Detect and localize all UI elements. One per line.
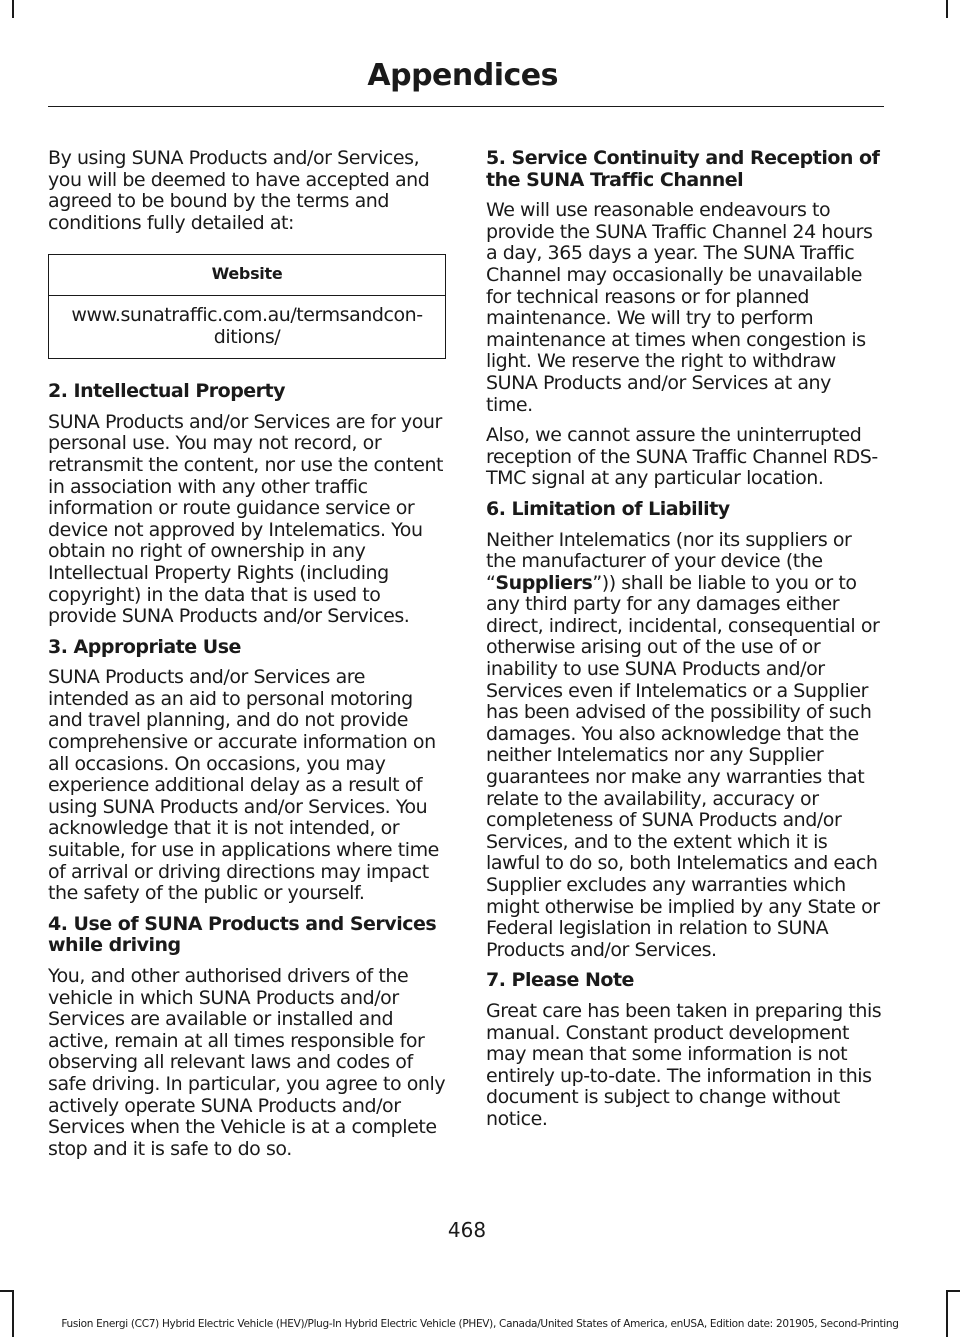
crop-mark-bottom-left-vertical	[12, 1290, 14, 1337]
section-body-limitation-of-liability	[486, 530, 882, 962]
left-column	[48, 148, 446, 1169]
right-column	[486, 148, 882, 1140]
section-heading-use-while-driving: 4. Use of SUNA Products and Services while driving	[48, 912, 437, 957]
intro-paragraph: By using SUNA Products and/or Services, you will be deemed to have accepted and agreed to be bound by the terms and conditions fully detailed at:	[48, 147, 430, 234]
section-body-intellectual-property: SUNA Products and/or Services are for your personal use. You may not record, or retransmit the content, nor use the content in association with any other traffic information or route guidance service or device not approved by Intelematics. You obtain no right of ownership in any Intellectual Property Rights (including copyright) in the data that is used to provide SUNA Products and/or Services.	[48, 410, 444, 628]
website-table-header: Website	[49, 255, 446, 296]
liability-text-end: ”)) shall be liable to you or to any third party for any damages either direct, indirect, incidental, consequential or otherwise arising out of the use of or inability to use SUNA Products and/or Services even if Intelematics or a Supplier has been advised of the possibility of such damages. You also acknowledge that the neither Intelematics nor any Supplier guarantees nor make any warranties that relate to the availability, accuracy or completeness of SUNA Products and/or Services, and to the extent which it is lawful to do so, both Intelematics and each Supplier excludes any warranties which might otherwise be implied by any State or Federal legislation in relation to SUNA Products and/or Services.	[486, 571, 880, 961]
crop-mark-bottom-right-horizontal	[946, 1290, 960, 1292]
website-url[interactable]: www.sunatraffic.com.au/termsandcon-ditions/	[71, 303, 423, 348]
section-heading-please-note: 7. Please Note	[486, 969, 634, 992]
crop-mark-top-right-vertical	[946, 0, 948, 18]
website-table	[48, 254, 446, 359]
page-title: Appendices	[367, 58, 558, 93]
section-body-please-note: Great care has been taken in preparing this manual. Constant product development may mean that some information is not entirely up-to-date. The information in this document is subject to change without notice.	[486, 999, 882, 1130]
section-body-reception: Also, we cannot assure the uninterrupted reception of the SUNA Traffic Channel RDS-TMC signal at any particular location.	[486, 424, 878, 490]
crop-mark-bottom-left-horizontal	[0, 1290, 13, 1292]
header-divider	[48, 106, 884, 107]
crop-mark-bottom-right-vertical	[946, 1290, 948, 1337]
section-heading-intellectual-property: 2. Intellectual Property	[48, 380, 286, 403]
crop-mark-top-left-vertical	[12, 0, 14, 18]
page-number: 468	[447, 1218, 487, 1242]
section-heading-service-continuity: 5. Service Continuity and Reception of the SUNA Traffic Channel	[486, 147, 880, 191]
section-heading-appropriate-use: 3. Appropriate Use	[48, 635, 241, 658]
section-body-service-continuity: We will use reasonable endeavours to provide the SUNA Traffic Channel 24 hours a day, 365 days a year. The SUNA Traffic Channel may occasionally be unavailable for technical reasons or for planned maintenance. We will try to perform maintenance at times when congestion is light. We reserve the right to withdraw SUNA Products and/or Services at any time.	[486, 199, 873, 416]
section-body-use-while-driving: You, and other authorised drivers of the vehicle in which SUNA Products and/or Services are available or installed and active, remain at all times responsible for observing all relevant laws and codes of safe driving. In particular, you agree to only actively operate SUNA Products and/or Services when the Vehicle is at a complete stop and it is safe to do so.	[48, 965, 446, 1160]
liability-text-start: Neither Intelematics (nor its suppliers or the manufacturer of your device (the “	[486, 528, 852, 594]
section-body-appropriate-use: SUNA Products and/or Services are intended as an aid to personal motoring and travel planning, and do not provide comprehensive or accurate information on all occasions. On occasions, you may experience additional delay as a result of using SUNA Products and/or Services. You acknowledge that it is not intended, or suitable, for use in applications where time of arrival or driving directions may impact the safety of the public or yourself.	[48, 666, 439, 905]
suppliers-term: Suppliers	[495, 571, 593, 594]
footer-edition-text: Fusion Energi (CC7) Hybrid Electric Vehicle (HEV)/Plug-In Hybrid Electric Vehicle (PHEV), Canada/United States of America, enUSA, Edition date: 201905, Second-Printing	[61, 1318, 899, 1330]
section-heading-limitation-of-liability: 6. Limitation of Liability	[486, 497, 730, 520]
